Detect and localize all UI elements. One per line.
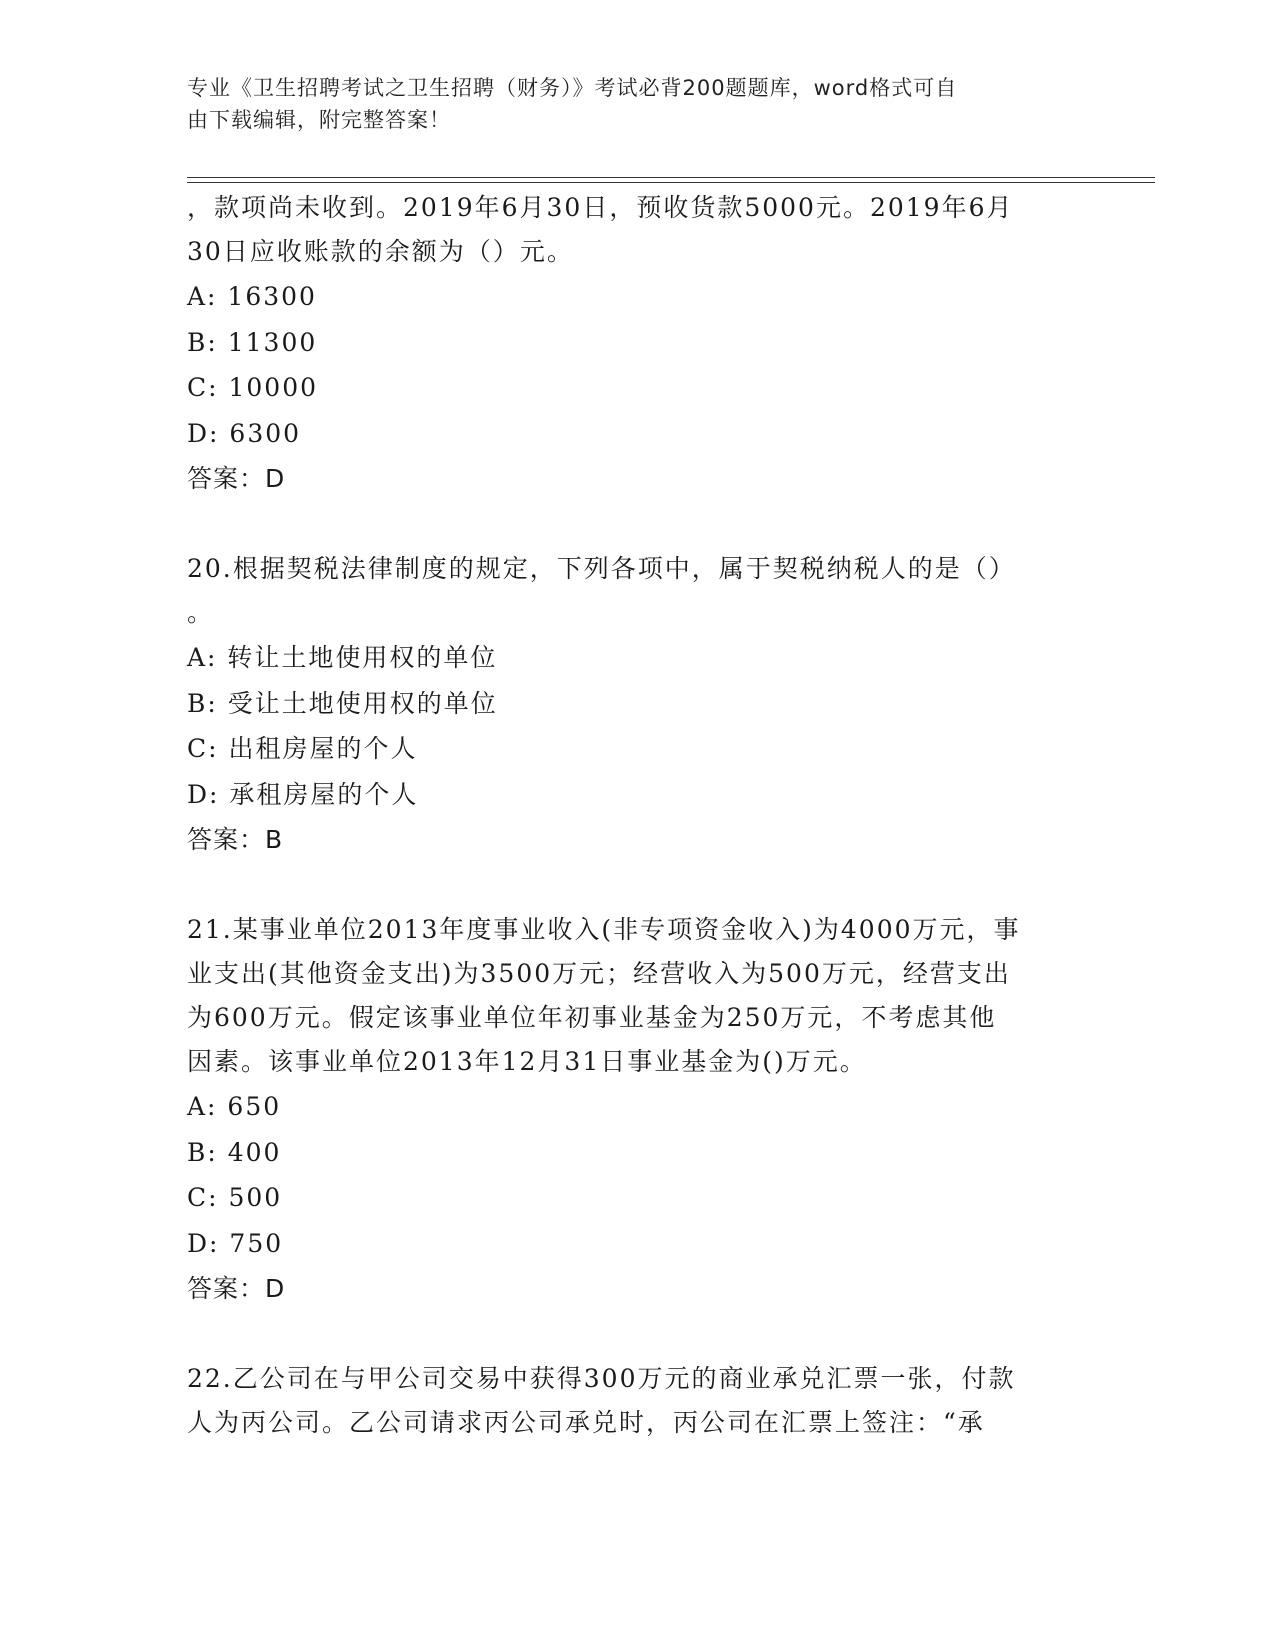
spacer xyxy=(187,501,1087,547)
spacer xyxy=(187,862,1087,908)
option-d: D: 750 xyxy=(187,1228,284,1258)
option-a: A: 16300 xyxy=(187,282,317,311)
question-20 xyxy=(187,547,1087,862)
answer-line: 答案：D xyxy=(187,464,286,493)
option-a: A: 650 xyxy=(187,1092,282,1121)
question-19 xyxy=(187,186,1087,501)
question-stem-line: 因素。该事业单位2013年12月31日事业基金为()万元。 xyxy=(187,1047,867,1076)
question-stem-line: 20.根据契税法律制度的规定，下列各项中，属于契税纳税人的是（） xyxy=(187,554,1016,583)
answer-line: 答案：D xyxy=(187,1274,286,1303)
option-a: A: 转让土地使用权的单位 xyxy=(187,643,498,672)
header-divider-top xyxy=(187,177,1155,178)
option-d: D: 6300 xyxy=(187,418,302,448)
spacer xyxy=(187,1311,1087,1357)
question-stem-line: 人为丙公司。乙公司请求丙公司承兑时，丙公司在汇票上签注：“承 xyxy=(187,1408,985,1437)
question-stem-line: 22.乙公司在与甲公司交易中获得300万元的商业承兑汇票一张，付款 xyxy=(187,1364,1016,1393)
document-header xyxy=(187,72,1067,136)
question-stem-line: 业支出(其他资金支出)为3500万元；经营收入为500万元，经营支出 xyxy=(187,959,1011,988)
option-d: D: 承租房屋的个人 xyxy=(187,779,419,809)
option-c: C: 500 xyxy=(187,1183,283,1212)
option-b: B: 400 xyxy=(187,1137,282,1167)
answer-line: 答案：B xyxy=(187,825,284,854)
option-b: B: 11300 xyxy=(187,327,318,357)
option-c: C: 10000 xyxy=(187,373,319,402)
question-stem-line: 为600万元。假定该事业单位年初事业基金为250万元，不考虑其他 xyxy=(187,1003,997,1032)
question-stem-line: 21.某事业单位2013年度事业收入(非专项资金收入)为4000万元，事 xyxy=(187,915,1021,944)
header-divider-bottom xyxy=(187,182,1155,183)
question-21 xyxy=(187,908,1087,1311)
question-22 xyxy=(187,1357,1087,1445)
option-c: C: 出租房屋的个人 xyxy=(187,734,418,763)
question-stem-line: 30日应收账款的余额为（）元。 xyxy=(187,237,574,266)
option-b: B: 受让土地使用权的单位 xyxy=(187,688,498,718)
header-title-line-2: 由下载编辑，附完整答案！ xyxy=(187,108,451,132)
question-stem-line: ，款项尚未收到。2019年6月30日，预收货款5000元。2019年6月 xyxy=(187,193,1014,222)
document-body xyxy=(187,186,1087,1445)
header-title-line-1: 专业《卫生招聘考试之卫生招聘（财务）》考试必背200题题库，word格式可自 xyxy=(187,76,958,100)
question-stem-line: 。 xyxy=(187,598,215,627)
